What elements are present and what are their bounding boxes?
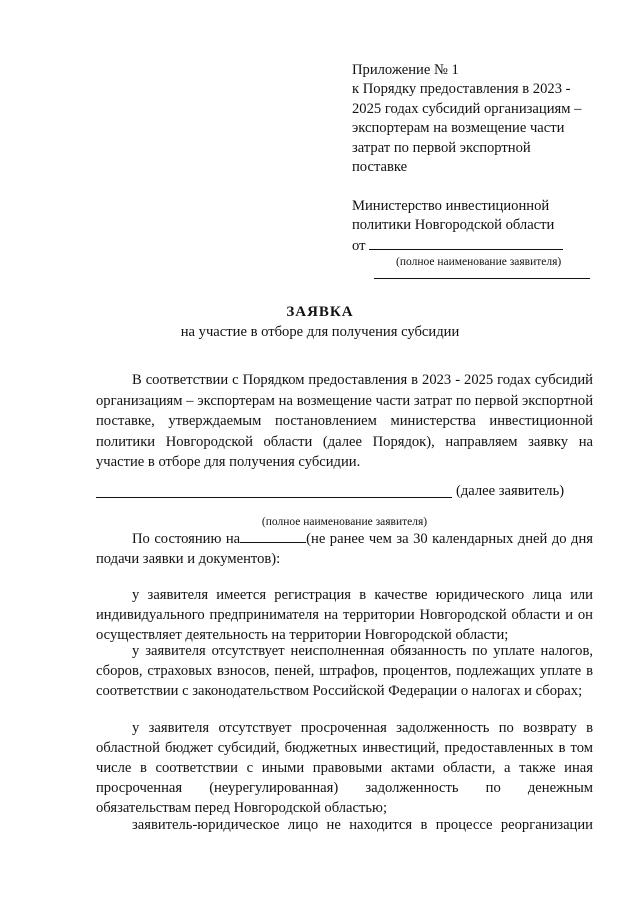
addressee-line: политики Новгородской области (352, 217, 555, 234)
applicant-line-suffix: (далее заявитель) (456, 483, 565, 499)
condition-text: у заявителя имеется регистрация в качестве юридического лица или индивидуального предпринимателя на территории Новгородской области и он осуществляет деятельность на территории Новгородской области; (96, 587, 593, 643)
status-date-blank[interactable] (240, 529, 306, 543)
intro-text: В соответствии с Порядком предоставления в 2023 - 2025 годах субсидий организациям – экспортерам на возмещение части затрат по первой экспортной поставке, утверждаемым постановлением министерства инвестиционной политики Новгородской области (далее Порядок), направляем заявку на участие в отборе для получения субсидии. (96, 372, 593, 470)
intro-paragraph (96, 370, 593, 473)
annex-line: к Порядку предоставления в 2023 - (352, 81, 571, 98)
from-prefix: от (352, 237, 366, 254)
condition-item (96, 815, 593, 835)
annex-line: экспортерам на возмещение части (352, 120, 565, 137)
addressee-block (352, 197, 602, 269)
condition-item (96, 585, 593, 645)
annex-header (352, 61, 602, 177)
applicant-caption: (полное наименование заявителя) (396, 256, 562, 269)
condition-text: заявитель-юридическое лицо не находится в процессе реорганизации (132, 817, 593, 833)
condition-item (96, 718, 593, 818)
applicant-full-name-caption: (полное наименование заявителя) (261, 516, 428, 528)
status-prefix: По состоянию на (132, 531, 241, 547)
document-subtitle: на участие в отборе для получения субсидии (180, 324, 460, 340)
applicant-name-blank-2[interactable] (374, 278, 590, 279)
annex-line: поставке (352, 159, 408, 176)
annex-line: затрат по первой экспортной (352, 139, 531, 156)
condition-text: у заявителя отсутствует неисполненная обязанность по уплате налогов, сборов, страховых взносов, пеней, штрафов, процентов, подлежащих уплате в соответствии с законодательством Российской Федерации о налогах и сборах; (96, 643, 593, 699)
document-title: ЗАЯВКА (286, 304, 354, 320)
condition-item (96, 641, 593, 701)
from-line (352, 236, 602, 256)
condition-text: у заявителя отсутствует просроченная задолженность по возврату в областной бюджет субсидий, бюджетных инвестиций, предоставленных в том числе в соответствии с иными правовыми актами области, а также иная просроченная (неурегулированная) задолженность по денежным обязательствам перед Новгородской областью; (96, 720, 593, 816)
status-paragraph (96, 529, 593, 569)
applicant-full-name-blank[interactable] (96, 497, 452, 498)
applicant-name-blank[interactable] (369, 236, 563, 250)
status-suffix: (не ранее чем за 30 календарных дней до дня подачи заявки и документов): (96, 531, 593, 567)
annex-line: 2025 годах субсидий организациям – (352, 100, 582, 117)
addressee-line: Министерство инвестиционной (352, 198, 550, 214)
annex-line: Приложение № 1 (352, 62, 459, 78)
